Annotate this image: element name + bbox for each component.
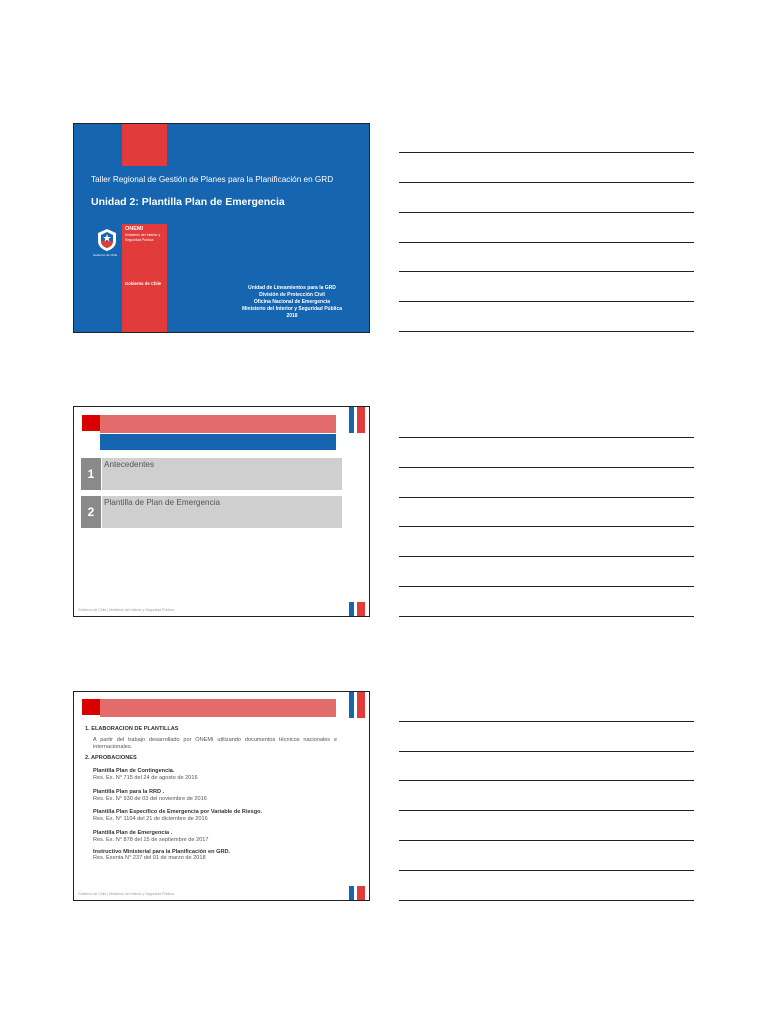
workshop-title: Taller Regional de Gestión de Planes para la Planificación en GRD xyxy=(91,175,334,184)
note-line xyxy=(399,182,694,183)
approval-item xyxy=(93,789,337,803)
flag-stripe-bottom xyxy=(349,886,365,900)
slide-footer: Gobierno de Chile | Ministerio del Interior y Seguridad Pública xyxy=(78,892,174,896)
note-line xyxy=(399,437,694,438)
red-band-top xyxy=(122,124,167,166)
flag-stripe-top xyxy=(349,407,365,433)
note-line xyxy=(399,467,694,468)
note-line xyxy=(399,810,694,811)
corner-red-square xyxy=(82,699,100,715)
note-line xyxy=(399,840,694,841)
header-band-pink xyxy=(100,415,336,433)
approval-title: Plantilla Plan para la RRD . xyxy=(93,788,165,795)
org-line: Unidad de Lineamientos para la GRD xyxy=(248,285,336,291)
note-line xyxy=(399,751,694,752)
agenda-item-number: 1 xyxy=(81,458,101,490)
note-line xyxy=(399,870,694,871)
emblem-caption: Gobierno de Chile xyxy=(93,253,118,257)
approval-item xyxy=(93,849,337,863)
slide-3-approvals xyxy=(73,691,370,901)
note-line xyxy=(399,616,694,617)
approval-item xyxy=(93,809,337,823)
agenda-item xyxy=(81,496,342,528)
note-line xyxy=(399,556,694,557)
approval-resolution: Res. Ex. N° 878 del 15 de septiembre de 2017 xyxy=(93,836,209,843)
note-line xyxy=(399,526,694,527)
approval-resolution: Res. Ex. N° 715 del 24 de agosto de 2016 xyxy=(93,774,198,781)
header-band-pink xyxy=(100,699,336,717)
slide-2-agenda xyxy=(73,406,370,617)
note-line xyxy=(399,721,694,722)
note-line xyxy=(399,212,694,213)
approval-resolution: Res. Ex. N° 930 de 03 del noviembre de 2016 xyxy=(93,795,207,802)
section-heading: 2. APROBACIONES xyxy=(85,755,137,762)
flag-stripe-top xyxy=(349,692,365,718)
approval-resolution: Res. Exenta N° 237 del 01 de marzo de 2018 xyxy=(93,855,206,862)
note-line xyxy=(399,586,694,587)
agenda-item-number: 2 xyxy=(81,496,101,528)
org-line: Oficina Nacional de Emergencia xyxy=(253,299,331,305)
note-line xyxy=(399,152,694,153)
section-heading: 1. ELABORACION DE PLANTILLAS xyxy=(85,726,179,732)
onemi-subtitle: Ministerio del Interior y Seguridad Pública xyxy=(125,233,161,242)
organization-block xyxy=(222,285,362,320)
approval-title: Plantilla Plan de Contingencia. xyxy=(93,768,175,775)
note-line xyxy=(399,271,694,272)
org-line: 2018 xyxy=(286,313,298,319)
note-line xyxy=(399,497,694,498)
agenda-item-label: Antecedentes xyxy=(104,460,155,469)
slide-1-title xyxy=(73,123,370,333)
onemi-name: ONEMI xyxy=(125,226,144,232)
unit-title: Unidad 2: Plantilla Plan de Emergencia xyxy=(91,196,285,208)
gobierno-label: Gobierno de Chile xyxy=(125,281,162,286)
header-band-blue xyxy=(100,434,336,450)
approval-item xyxy=(93,830,337,844)
corner-red-square xyxy=(82,415,100,431)
agenda-item-label: Plantilla de Plan de Emergencia xyxy=(104,498,221,507)
approval-title: Plantilla Plan Específico de Emergencia por Variable de Riesgo. xyxy=(93,809,263,816)
note-line xyxy=(399,780,694,781)
coat-of-arms-icon xyxy=(94,227,120,253)
agenda-item xyxy=(81,458,342,490)
org-line: Ministerio del Interior y Seguridad Pública xyxy=(241,306,343,312)
approval-title: Instructivo Ministerial para la Planificación en GRD. xyxy=(93,848,231,855)
approval-title: Plantilla Plan de Emergencia . xyxy=(93,829,173,836)
note-line xyxy=(399,331,694,332)
note-line xyxy=(399,301,694,302)
org-line: División de Protección Civil xyxy=(259,292,325,298)
slide-footer: Gobierno de Chile | Ministerio del Interior y Seguridad Pública xyxy=(78,608,174,612)
approval-item xyxy=(93,768,337,782)
note-line xyxy=(399,900,694,901)
approval-resolution: Res. Ex. N° 1104 del 21 de diciembre de 2016 xyxy=(93,816,208,823)
flag-stripe-bottom xyxy=(349,602,365,616)
section-text: A partir del trabajo desarrollado por ONEMI utilizando documentos técnicos nacionales e internacionales. xyxy=(93,736,337,750)
note-line xyxy=(399,242,694,243)
slide-body xyxy=(85,726,337,862)
